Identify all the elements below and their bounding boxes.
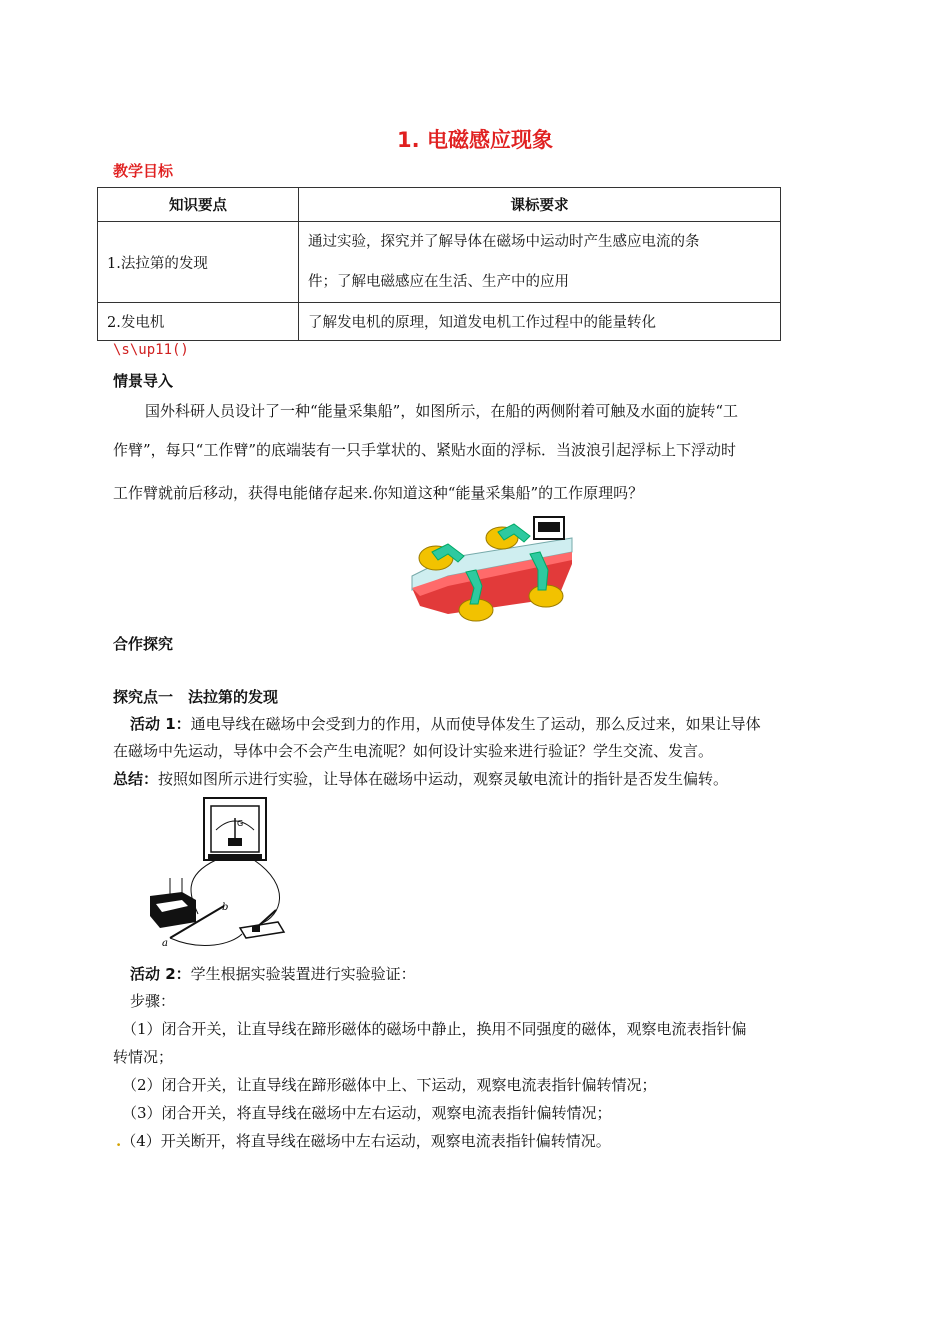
requirement-cell (299, 222, 781, 303)
intro-line: 作臂”，每只“工作臂”的底端装有一只手掌状的、紧贴水面的浮标．当波浪引起浮标上下浮动时 (113, 441, 737, 459)
summary-paragraph (113, 765, 728, 793)
coop-heading: 合作探究 (113, 635, 174, 653)
step-2: （2）闭合开关，让直导线在蹄形磁体中上、下运动，观察电流表指针偏转情况； (122, 1076, 657, 1094)
col-knowledge-header: 知识要点 (98, 188, 299, 222)
activity1-line2: 在磁场中先运动，导体中会不会产生电流呢？如何设计实验来进行验证？学生交流、发言。 (113, 742, 714, 760)
intro-line: 工作臂就前后移动，获得电能储存起来.你知道这种“能量采集船”的工作原理吗？ (113, 484, 644, 502)
table-row (98, 222, 781, 303)
requirement-text: 通过实验，探究并了解导体在磁场中运动时产生感应电流的条 (308, 234, 700, 250)
page-title: 1. 电磁感应现象 (397, 128, 553, 152)
step-4-paragraph (116, 1127, 611, 1155)
knowledge-point: 2.发电机 (98, 303, 299, 341)
galvanometer-experiment-figure (142, 796, 292, 950)
objectives-table (97, 187, 781, 341)
steps-label: 步骤： (130, 992, 176, 1010)
conductor-label-a: a (162, 938, 168, 949)
explore-heading: 探究点一 法拉第的发现 (113, 688, 279, 706)
activity1-text: 通电导线在磁场中会受到力的作用，从而使导体发生了运动，那么反过来，如果让导体 (190, 715, 761, 733)
objectives-heading: 教学目标 (113, 162, 174, 180)
intro-line: 国外科研人员设计了一种“能量采集船”，如图所示，在船的两侧附着可触及水面的旋转“工 (145, 402, 739, 420)
table-header-row (98, 188, 781, 222)
activity2-text: 学生根据实验装置进行实验验证： (190, 965, 416, 983)
energy-boat-illustration (408, 514, 578, 622)
activity1-label: 活动 1： (130, 715, 191, 733)
activity2-label: 活动 2： (130, 965, 191, 983)
step-3: （3）闭合开关，将直导线在磁场中左右运动，观察电流表指针偏转情况； (122, 1104, 612, 1122)
step-1-line1: （1）闭合开关，让直导线在蹄形磁体的磁场中静止，换用不同强度的磁体，观察电流表指针偏 (122, 1020, 747, 1038)
requirement-text: 了解发电机的原理，知道发电机工作过程中的能量转化 (299, 303, 781, 341)
col-requirement-header: 课标要求 (299, 188, 781, 222)
step-4: （4）开关断开，将直导线在磁场中左右运动，观察电流表指针偏转情况。 (121, 1132, 611, 1150)
table-row (98, 303, 781, 341)
knowledge-point: 1.法拉第的发现 (98, 222, 299, 303)
step-1-line2: 转情况； (113, 1048, 174, 1066)
stray-dot-mark: . (116, 1132, 122, 1150)
activity1-paragraph (130, 710, 761, 738)
galvanometer-label: G (237, 819, 244, 828)
intro-heading: 情景导入 (113, 372, 174, 390)
conductor-label-b: b (222, 902, 229, 913)
field-code-text: \s\up11() (113, 342, 189, 358)
summary-text: 按照如图所示进行实验，让导体在磁场中运动，观察灵敏电流计的指针是否发生偏转。 (158, 770, 729, 788)
requirement-text: 件；了解电磁感应在生活、生产中的应用 (308, 274, 569, 290)
summary-label: 总结： (113, 770, 159, 788)
activity2-paragraph (130, 960, 416, 988)
